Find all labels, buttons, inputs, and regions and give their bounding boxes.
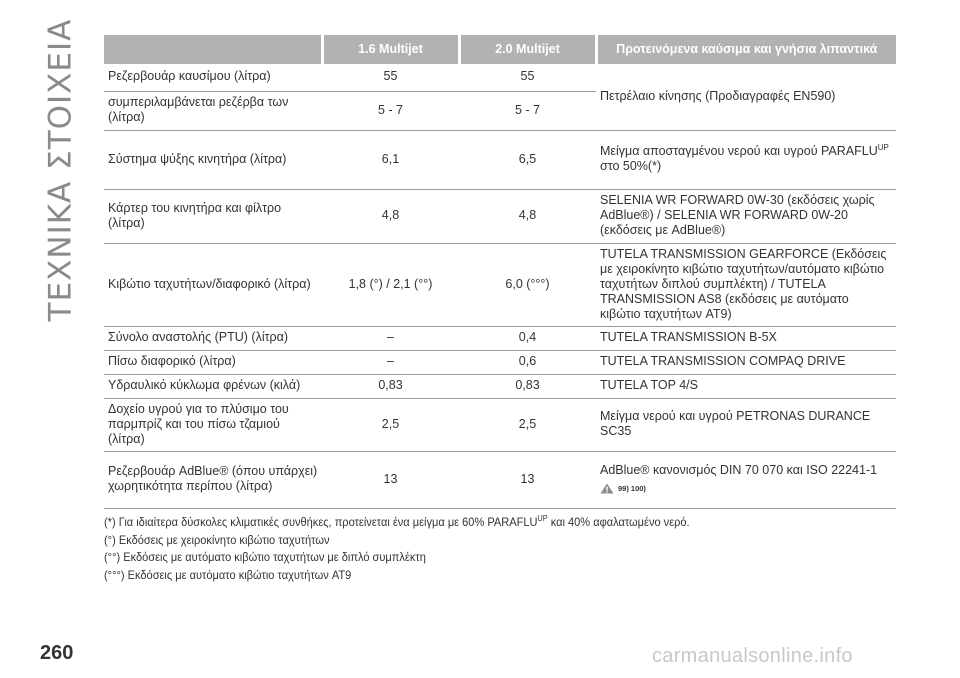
- footnotes: [104, 514, 896, 584]
- value-16: 13: [322, 451, 459, 508]
- superscript-up: UP: [537, 514, 548, 523]
- row-name: Σύνολο αναστολής (PTU) (λίτρα): [104, 326, 322, 350]
- recommended-fluid: Πετρέλαιο κίνησης (Προδιαγραφές EN590): [596, 64, 896, 130]
- section-title-vertical: [40, 18, 80, 322]
- value-20: 2,5: [459, 398, 596, 451]
- value-20: 0,83: [459, 374, 596, 398]
- row-name: συμπεριλαμβάνεται ρεζέρβα των (λίτρα): [104, 91, 322, 130]
- table-row: [104, 398, 896, 451]
- footnote-star: [104, 514, 833, 532]
- recommended-fluid: TUTELA TOP 4/S: [596, 374, 896, 398]
- superscript-up: UP: [877, 142, 889, 152]
- row-name: Ρεζερβουάρ AdBlue® (όπου υπάρχει) χωρητικότητα περίπου (λίτρα): [104, 451, 322, 508]
- table-row: [104, 243, 896, 326]
- value-16: 2,5: [322, 398, 459, 451]
- table-row: [104, 326, 896, 350]
- row-name: Δοχείο υγρού για το πλύσιμο του παρμπρίζ και του πίσω τζαμιού (λίτρα): [104, 398, 322, 451]
- section-title: ΤΕΧΝΙΚΑ ΣΤΟΙΧΕΙΑ: [42, 18, 79, 322]
- row-name: Κάρτερ του κινητήρα και φίλτρο (λίτρα): [104, 189, 322, 243]
- footnote-star-text-end: και 40% αφαλατωμένο νερό.: [547, 515, 690, 529]
- row-name: Ρεζερβουάρ καυσίμου (λίτρα): [104, 64, 322, 91]
- recommended-fluid-text: AdBlue® κανονισμός DIN 70 070 και ISO 22241-1: [600, 462, 878, 477]
- value-16: –: [322, 350, 459, 374]
- value-16: 1,8 (°) / 2,1 (°°): [322, 243, 459, 326]
- value-20: 6,5: [459, 130, 596, 189]
- recommended-fluid: TUTELA TRANSMISSION GEARFORCE (Εκδόσεις με χειροκίνητο κιβώτιο ταχυτήτων/αυτόματο κιβώτιο ταχυτήτων διπλού συμπλέκτη) / TUTELA TRANSMISSION AS8 (εκδόσεις με αυτόματο κιβώτιο ταχυτήτων AT9): [596, 243, 896, 326]
- table-row: [104, 350, 896, 374]
- table-header-row: [104, 35, 896, 64]
- watermark: carmanualsonline.info: [652, 645, 853, 667]
- value-16: 4,8: [322, 189, 459, 243]
- table-row: [104, 374, 896, 398]
- row-name: Πίσω διαφορικό (λίτρα): [104, 350, 322, 374]
- warning-triangle-icon: [600, 483, 614, 494]
- value-20: 0,4: [459, 326, 596, 350]
- value-16: 6,1: [322, 130, 459, 189]
- footnote-triple-degree: (°°°) Εκδόσεις με αυτόματο κιβώτιο ταχυτήτων AT9: [104, 567, 352, 582]
- table-row: [104, 189, 896, 243]
- table-row: [104, 64, 896, 91]
- value-20: 13: [459, 451, 596, 508]
- value-16: 5 - 7: [322, 91, 459, 130]
- value-20: 6,0 (°°°): [459, 243, 596, 326]
- row-name: Υδραυλικό κύκλωμα φρένων (κιλά): [104, 374, 322, 398]
- recommended-fluid: Μείγμα νερού και υγρού PETRONAS DURANCE SC35: [596, 398, 896, 451]
- footnote-star-text: (*) Για ιδιαίτερα δύσκολες κλιματικές συνθήκες, προτείνεται ένα μείγμα με 60% PARAFLU: [104, 515, 538, 529]
- table-row: [104, 451, 896, 508]
- header-20-multijet: 2.0 Multijet: [459, 35, 596, 64]
- warning-refs: 99) 100): [618, 483, 646, 493]
- header-recommended-fluids: Προτεινόμενα καύσιμα και γνήσια λιπαντικά: [596, 35, 896, 64]
- recommended-fluid: [596, 130, 896, 189]
- value-16: 0,83: [322, 374, 459, 398]
- value-20: 5 - 7: [459, 91, 596, 130]
- row-name: Σύστημα ψύξης κινητήρα (λίτρα): [104, 130, 322, 189]
- value-16: –: [322, 326, 459, 350]
- warning-reference: [600, 481, 892, 496]
- header-16-multijet: 1.6 Multijet: [322, 35, 459, 64]
- recommended-fluid-text: Μείγμα αποσταγμένου νερού και υγρού PARAFLU: [600, 144, 878, 158]
- value-20: 4,8: [459, 189, 596, 243]
- recommended-fluid: TUTELA TRANSMISSION B-5X: [596, 326, 896, 350]
- footnote-degree: (°) Εκδόσεις με χειροκίνητο κιβώτιο ταχυτήτων: [104, 532, 330, 547]
- recommended-fluid-ratio: στο 50%(*): [600, 159, 662, 173]
- value-20: 55: [459, 64, 596, 91]
- value-20: 0,6: [459, 350, 596, 374]
- capacities-table: [104, 35, 896, 509]
- recommended-fluid: [596, 451, 896, 508]
- footnote-double-degree: (°°) Εκδόσεις με αυτόματο κιβώτιο ταχυτήτων με διπλό συμπλέκτη: [104, 550, 426, 564]
- row-name: Κιβώτιο ταχυτήτων/διαφορικό (λίτρα): [104, 243, 322, 326]
- recommended-fluid: TUTELA TRANSMISSION COMPAQ DRIVE: [596, 350, 896, 374]
- page-number: 260: [40, 642, 74, 664]
- header-empty: [104, 35, 322, 64]
- value-16: 55: [322, 64, 459, 91]
- table-row: [104, 130, 896, 189]
- recommended-fluid: SELENIA WR FORWARD 0W-30 (εκδόσεις χωρίς AdBlue®) / SELENIA WR FORWARD 0W-20 (εκδόσεις με AdBlue®): [596, 189, 896, 243]
